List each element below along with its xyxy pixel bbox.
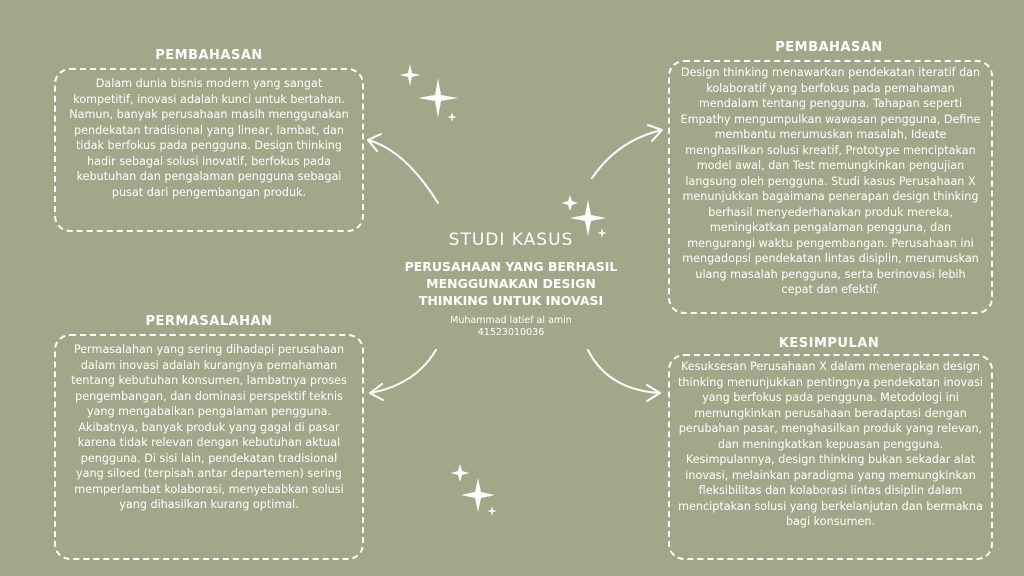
center-block xyxy=(392,230,630,339)
top-right-heading: PEMBAHASAN xyxy=(775,40,883,55)
top-left-heading: PEMBAHASAN xyxy=(155,48,263,63)
top-right-box xyxy=(668,60,993,314)
top-left-box xyxy=(54,68,364,232)
curved-arrow-icon xyxy=(370,350,436,400)
bottom-left-heading: PERMASALAHAN xyxy=(145,314,273,329)
curved-arrow-icon xyxy=(368,134,438,203)
bottom-left-box xyxy=(54,334,364,560)
student-id: 41523010036 xyxy=(477,327,545,338)
top-left-body: Dalam dunia bisnis modern yang sangat kompetitif, inovasi adalah kunci untuk bertahan. Namun, banyak perusahaan masih menggunakan pendekatan tradisional yang linear, lambat, dan tidak berfokus pada pengguna. Design thinking hadir sebagai solusi inovatif, berfokus pada kebutuhan dan pengalaman pengguna sebagai pusat dari pengembangan produk. xyxy=(69,77,349,199)
center-subtitle: STUDI KASUS xyxy=(448,230,574,250)
curved-arrow-icon xyxy=(592,125,662,178)
sparkle-icon xyxy=(487,506,497,516)
sparkle-icon xyxy=(447,112,457,122)
bottom-right-heading: KESIMPULAN xyxy=(778,336,880,351)
center-title: PERUSAHAAN YANG BERHASIL MENGGUNAKAN DESIGN THINKING UNTUK INOVASI xyxy=(404,259,618,308)
bottom-right-body: Kesuksesan Perusahaan X dalam menerapkan design thinking menunjukkan pentingnya pendekatan inovasi yang berfokus pada pengguna. Metodologi ini memungkinkan perusahaan beradaptasi dengan perubahan pasar, menghasilkan produk yang relevan, dan meningkatkan kepuasan pengguna. Kesimpulannya, design thinking bukan sekadar alat inovasi, melainkan paradigma yang memungkinkan fleksibilitas dan kolaborasi lintas disiplin dalam menciptakan solusi yang berkelanjutan dan bermakna bagi konsumen. xyxy=(678,360,983,528)
curved-arrow-icon xyxy=(588,350,660,401)
bottom-left-body: Permasalahan yang sering dihadapi perusahaan dalam inovasi adalah kurangnya pemahaman tentang kebutuhan konsumen, lambatnya proses pengembangan, dan dominasi perspektif teknis yang mengabaikan pengalaman pengguna. Akibatnya, banyak produk yang gagal di pasar karena tidak relevan dengan kebutuhan aktual pengguna. Di sisi lain, pendekatan tradisional yang siloed (terpisah antar departemen) sering memperlambat kolaborasi, menyebabkan solusi yang dihasilkan kurang optimal. xyxy=(71,343,347,511)
sparkle-icon xyxy=(451,464,469,482)
top-right-body: Design thinking menawarkan pendekatan iteratif dan kolaboratif yang berfokus pada pemahaman mendalam tentang pengguna. Tahapan seperti Empathy mengumpulkan wawasan pengguna, Define membantu merumuskan masalah, Ideate menghasilkan solusi kreatif, Prototype menciptakan model awal, dan Test memungkinkan pengujian langsung oleh pengguna. Studi kasus Perusahaan X menunjukkan bagaimana penerapan design thinking berhasil menyederhanakan produk mereka, meningkatkan pengalaman pengguna, dan mengurangi waktu pengembangan. Perusahaan ini mengadopsi pendekatan lintas disiplin, merumuskan ulang masalah pengguna, serta berinovasi lebih cepat dan efektif. xyxy=(680,66,981,296)
bottom-right-box xyxy=(668,354,993,560)
sparkle-icon xyxy=(562,195,578,211)
sparkle-icon xyxy=(461,478,495,512)
sparkle-icon xyxy=(400,64,420,86)
author-name: Muhammad latief al amin xyxy=(450,315,572,326)
